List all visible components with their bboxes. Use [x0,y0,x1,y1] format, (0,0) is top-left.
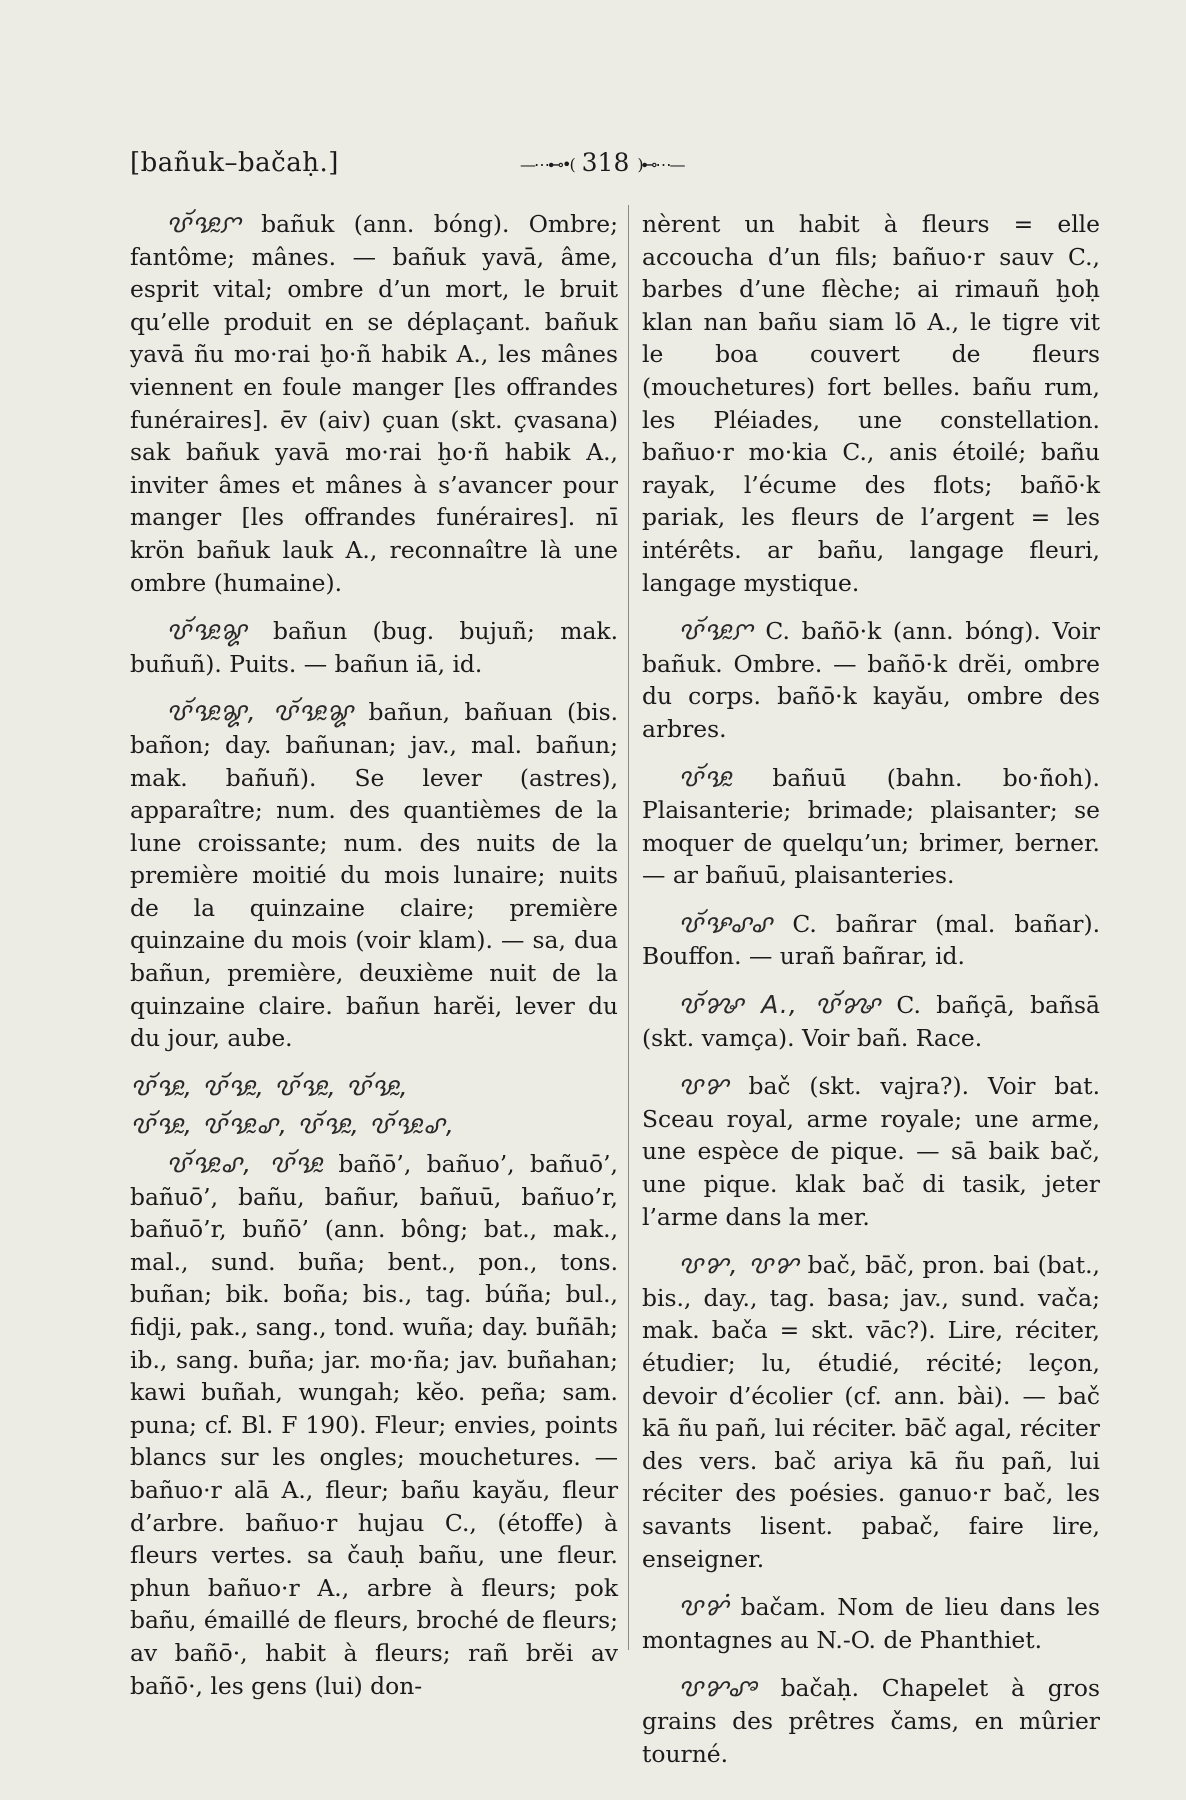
dictionary-entry [130,615,618,680]
cham-script-headword: ꨝꨌꩌ [678,1592,730,1622]
right-column [642,208,1100,1786]
cham-script-headword: ꨝꨌ, ꨝꨌ [678,1250,800,1280]
cham-script-headword: ꨝꨮꨊꨣꨣ [678,908,774,938]
entry-text: bač, bāč, pron. bai (bat., bis., day., tag. basa; jav., sund. vača; mak. bača = skt. vāc?). Lire, réciter, étudier; lu, étudié, récité; leçon, devoir d’écolier (cf. ann. bài). — bač kā ñu pañ, lui réciter. bāč agal, réciter des vers. bač ariya kā ñu pañ, lui réciter des poésies. ganuo·r bač, les savants lisent. pabač, faire lire, enseigner. [642,1251,1100,1573]
running-title: [bañuk–bačaḥ.] [130,148,339,178]
cham-script-headword: ꨝꨮꨊꨭ [678,762,732,792]
column-divider [628,205,629,1650]
entry-text: bačam. Nom de lieu dans les montagnes au N.-O. de Phanthiet. [642,1593,1100,1654]
cham-script-variants: ꨝꨮꨊꨭ, ꨝꨮꨊꨭ, ꨝꨮꨊꨭ, ꨝꨮꨊꨭ, [130,1071,409,1101]
entry-text: C. bañrar (mal. bañar). Bouffon. — urañ bañrar, id. [642,909,1101,971]
entry-text: bañō’, bañuo’, bañuō’, bañuō’, bañu, bañur, bañuū, bañuo’r, bañuō’r, buñō’ (ann. bông; bat., mak., mal., sund. buña; bent., pon., tons. buñan; bik. boña; bis., tag. búña; bul., fidji, pak., sang., tond. wuña; day. buñāh; ib., sang. buña; jar. mo·ña; jav. buñahan; kawi buñah, wungah; kĕo. peña; sam. puna; cf. Bl. F 190). Fleur; envies, points blancs sur les ongles; mouchetures. — bañuo·r alā A., fleur; bañu kayău, fleur d’arbre. bañuo·r hujau C., (étoffe) à fleurs vertes. sa čauḥ bañu, une fleur. phun bañuo·r A., arbre à fleurs; pok bañu, émaillé de fleurs, broché de fleurs; av bañō·, habit à fleurs; rañ brĕi av bañō·, les gens (lui) don- [130,1150,618,1700]
entry-text: bañun, bañuan (bis. bañon; day. bañunan; jav., mal. bañun; mak. bañuñ). Se lever (astres), apparaître; num. des quantièmes de la lune croissante; num. des nuits de la première moitié du mois lunaire; nuits de la quinzaine claire; première quinzaine du mois (voir klam). — sa, dua bañun, première, deuxième nuit de la quinzaine claire. bañun harĕi, lever du du jour, aube. [130,698,619,1053]
script-variants-line [130,1071,618,1104]
ornament-right: )⊷⋯— [637,155,684,174]
dictionary-entry [642,989,1100,1054]
script-variants-line [130,1109,618,1142]
cham-script-headword: ꨝꨮꨊꨭꨆ [166,209,242,238]
dictionary-entry-continuation [642,208,1100,599]
ornament-left: —⋯⊷•( [520,155,574,174]
dictionary-entry [642,908,1100,973]
dictionary-entry [642,1249,1100,1575]
dictionary-entry [642,1070,1100,1233]
dictionary-entry [130,208,618,599]
entry-text: bañun (bug. bujuñ; mak. buñuñ). Puits. — bañun iā, id. [130,617,619,678]
entry-text: nèrent un habit à fleurs = elle accoucha d’un fils; bañuo·r sauv C., barbes d’une flèche; ai rimauñ ḫoḥ klan nan bañu siam lō A., le tigre vit le boa couvert de fleurs (mouchetures) fort belles. bañu rum, les Pléiades, une constellation. bañuo·r mo·kia C., anis étoilé; bañu rayak, l’écume des flots; bañō·k pariak, les fleurs de l’argent = les intérêts. ar bañu, langage fleuri, langage mystique. [642,210,1100,597]
left-column [130,208,618,1718]
dictionary-entry [642,1672,1100,1770]
cham-script-headword: ꨝꨮꨊꨭꨘ, ꨝꨮꨊꨭꨘ [166,697,355,727]
dictionary-entry [642,1591,1100,1656]
entry-text: bač (skt. vajra?). Voir bat. Sceau royal, arme royale; une arme, une espèce de pique. — sā baik bač, une pique. klak bač di tasik, jeter l’arme dans la mer. [642,1072,1101,1231]
dictionary-entry [130,1148,618,1702]
cham-script-headword: ꨝꨮꨍ A., ꨝꨮꨍ [678,990,882,1020]
cham-script-headword: ꨝꨮꨊꨭꨣ, ꨝꨮꨊꨭ [166,1149,323,1179]
cham-script-headword: ꨝꨌꨨ [678,1673,758,1703]
dictionary-entry [130,696,618,1055]
entry-text: bañuk (ann. bóng). Ombre; fantôme; mânes. — bañuk yavā, âme, esprit vital; ombre d’un mort, le bruit qu’elle produit en se déplaçant. bañuk yavā ñu mo·rai ḫo·ñ habik A., les mânes viennent en foule manger [les offrandes funéraires]. ēv (aiv) çuan (skt. çvasana) sak bañuk yavā mo·rai ḫo·ñ habik A., inviter âmes et mânes à s’avancer pour manger [les offrandes funéraires]. nī krön bañuk lauk A., reconnaître là une ombre (humaine). [130,210,618,597]
cham-script-variants: ꨝꨮꨊꨭ, ꨝꨮꨊꨭꨣ, ꨝꨮꨊꨭ, ꨝꨮꨊꨭꨣ, [130,1110,455,1140]
entry-text: C. bañçā, bañsā (skt. vamça). Voir bañ. Race. [642,991,1100,1052]
dictionary-entry [642,762,1100,892]
cham-script-headword: ꨝꨌ [678,1071,730,1101]
dictionary-entry [642,615,1100,745]
page-number: 318 [581,148,630,177]
entry-text: bañuū (bahn. bo·ñoh). Plaisanterie; brimade; plaisanter; se moquer de quelqu’un; brimer, berner. — ar bañuū, plaisanteries. [642,763,1100,890]
cham-script-headword: ꨝꨮꨊꨭꨆ [678,616,754,646]
entry-text: C. bañō·k (ann. bóng). Voir bañuk. Ombre. — bañō·k drĕi, ombre du corps. bañō·k kayău, ombre des arbres. [642,617,1100,743]
cham-script-headword: ꨝꨮꨊꨭꨘ [166,616,248,646]
entry-text: bačaḥ. Chapelet à gros grains des prêtres čams, en mûrier tourné. [642,1674,1100,1768]
page-number-block [520,148,684,177]
